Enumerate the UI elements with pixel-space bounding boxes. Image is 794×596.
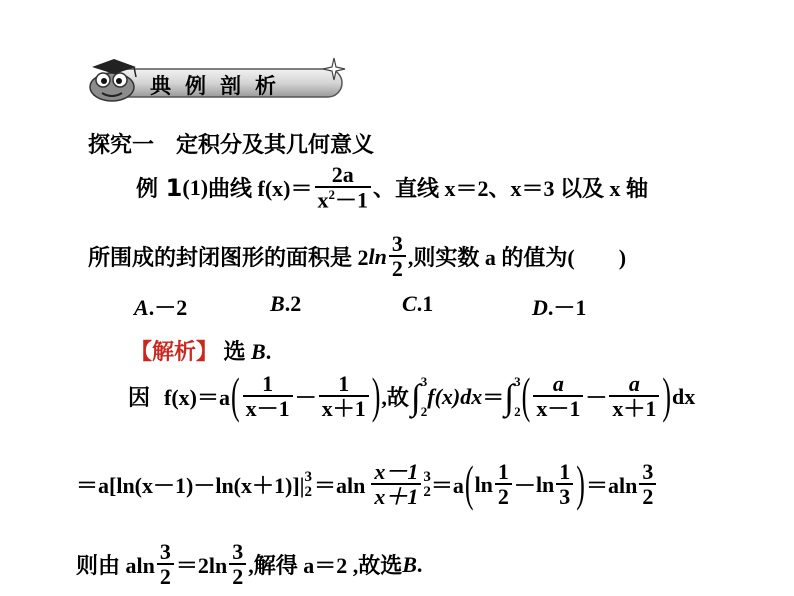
choice-b: B.2 <box>270 291 302 316</box>
solution-line-2: ＝a[ln(x－1)－ln(x＋1)]| 3 2 ＝aln $\frac{x-1}{x+1}$ 3 2 ＝a ( ln $\frac{1}{2}$ － ln $\frac{1}{3}$ ) ＝aln $\frac{3}{2}$ <box>76 460 658 509</box>
choice-d: D.－1 <box>532 295 587 320</box>
sparkle-icon <box>322 57 346 81</box>
section-banner <box>84 57 346 103</box>
problem-text-b: 、直线 x＝2、x＝3 以及 x 轴 <box>373 176 649 202</box>
fraction-3-2: $\frac{3}{2}$ <box>389 232 406 281</box>
solution-line-1: 因 f(x)＝a ( $\frac{1}{x-1}$ － $\frac{1}{x+1}$ ) ,故 ∫ 3 2 f(x)dx ＝ ∫ 3 2 ( $\frac{a}{x-1}$ － $\frac{a}{x+1}$ ) dx <box>128 368 696 424</box>
section-title: 探究一 定积分及其几何意义 <box>88 133 375 158</box>
integral-sign-1: ∫ 3 2 <box>410 373 428 419</box>
choice-a: A.－2 <box>134 295 188 320</box>
problem-line-1 <box>136 163 648 213</box>
solution-header: 【解析】 选 B. <box>130 339 272 365</box>
solution-line-3: 则由 aln $\frac{3}{2}$ ＝2ln $\frac{3}{2}$ ,解得 a＝2 ,故选 B . <box>76 539 423 590</box>
integral-sign-2: ∫ 3 2 <box>504 373 521 419</box>
choice-c: C.1 <box>402 291 434 316</box>
problem-part: (1) <box>182 174 209 200</box>
solution-tag: 【解析】 <box>130 340 219 365</box>
problem-text-a: 曲线 f(x)＝ <box>208 176 313 202</box>
mascot-icon <box>84 57 140 103</box>
banner-char: 典 <box>150 74 171 98</box>
problem-line-2: 所围成的封闭图形的面积是 2 ln $\frac{3}{2}$ ,则实数 a 的值为( ) <box>88 231 627 282</box>
problem-label: 例 1 <box>136 174 183 203</box>
banner-char: 例 <box>185 74 206 98</box>
fraction-2a: $\frac{2a}{x^2-1}$ <box>315 163 372 213</box>
banner-char: 剖 <box>220 74 241 98</box>
banner-title <box>150 70 276 100</box>
banner-char: 析 <box>255 74 276 98</box>
